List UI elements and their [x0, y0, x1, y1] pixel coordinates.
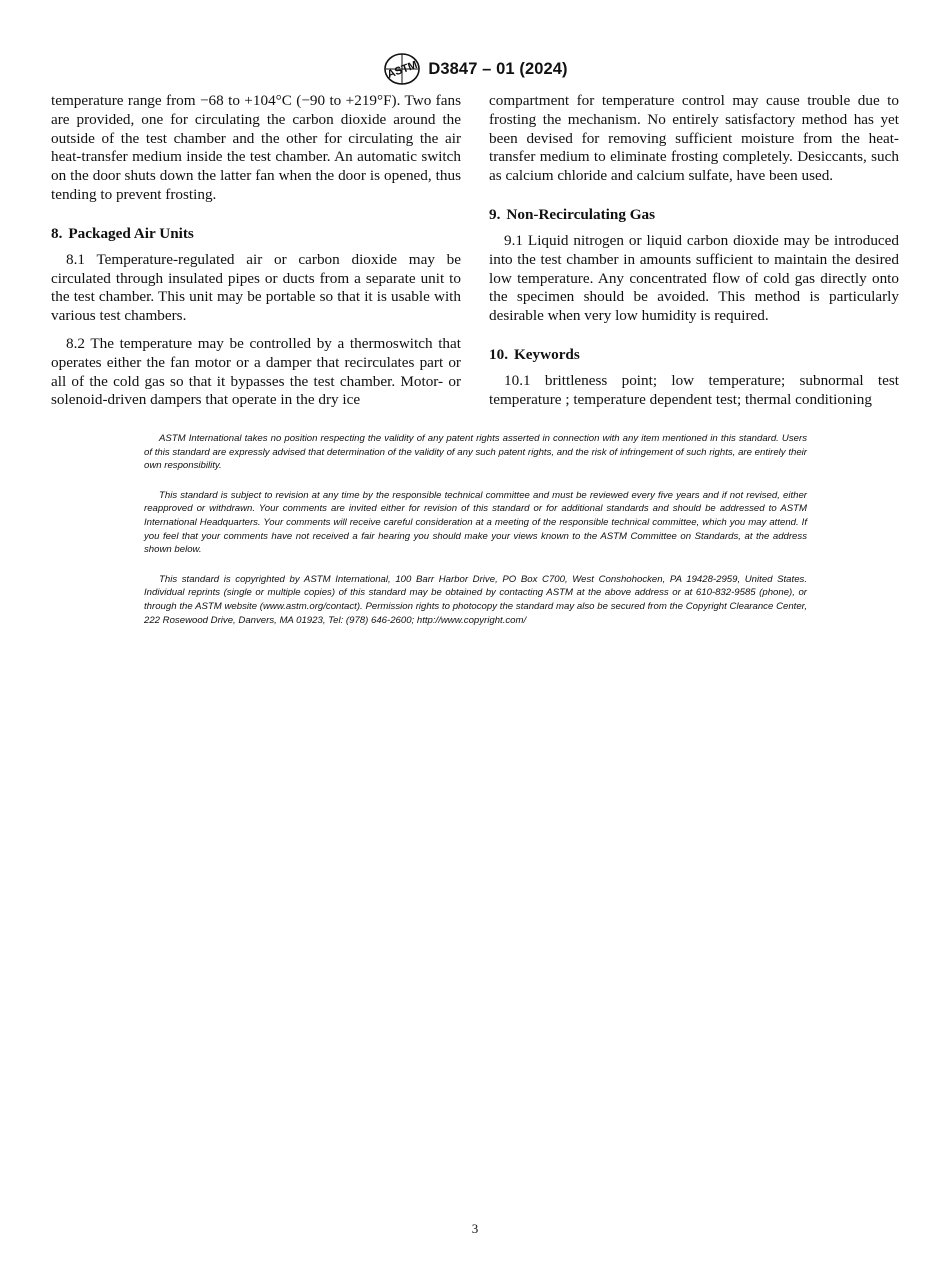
section-heading-10: 10. Keywords [489, 345, 580, 363]
patent-notice: ASTM International takes no position respecting the validity of any patent rights asserted in connection with any item mentioned in this standard. Users of this standard are expressly advised that determination of the validity of any such patent rights, and the risk of infringement of such rights, are entirely their own responsibility. [144, 433, 807, 472]
document-designation: D3847 – 01 (2024) [428, 59, 568, 78]
continued-paragraph: compartment for temperature control may cause trouble due to frosting the mechanism. No entirely satisfactory method has yet been devised for removing sufficient moisture from the heat-transfer medium to eliminate frosting completely. Desiccants, such as calcium chloride and calcium sulfate, have been used. [489, 92, 899, 185]
svg-text:ASTM: ASTM [385, 58, 420, 81]
legal-notices [144, 432, 807, 643]
paragraph-8-2: 8.2 The temperature may be controlled by a thermoswitch that operates either the fan motor or a damper that recirculates part or all of the cold gas so that it bypasses the test chamber. Motor- or solenoid-driven dampers that operate in the dry ice [51, 334, 461, 409]
paragraph-9-1: 9.1 Liquid nitrogen or liquid carbon dioxide may be introduced into the test chamber in amounts sufficient to maintain the desired low temperature. Any concentrated flow of cold gas directly onto the specimen should be avoided. This method is particularly desirable when very low humidity is required. [489, 231, 899, 325]
right-column [489, 92, 899, 410]
revision-notice: This standard is subject to revision at any time by the responsible technical committee and must be reviewed every five years and if not revised, either reapproved or withdrawn. Your comments are invited either for revision of this standard or for additional standards and should be addressed to ASTM International Headquarters. Your comments will receive careful consideration at a meeting of the responsible technical committee, which you may attend. If you feel that your comments have not received a fair hearing you should make your views known to the ASTM Committee on Standards, at the address shown below. [144, 489, 807, 556]
paragraph-8-1: 8.1 Temperature-regulated air or carbon dioxide may be circulated through insulated pipes or ducts from a separate unit to the test chamber. This unit may be portable so that it is usable with various test chambers. [51, 250, 461, 325]
page-number: 3 [471, 1221, 479, 1236]
section-heading-9: 9. Non-Recirculating Gas [489, 205, 656, 223]
continued-paragraph: temperature range from −68 to +104°C (−90 to +219°F). Two fans are provided, one for circulating the carbon dioxide around the outside of the test chamber and the other for circulating the air heat-transfer medium inside the test chamber. An automatic switch on the door shuts down the latter fan when the door is opened, thus tending to prevent frosting. [51, 92, 461, 203]
astm-logo-icon [382, 52, 422, 86]
left-column [51, 92, 461, 410]
paragraph-10-1: 10.1 brittleness point; low temperature; subnormal test temperature ; temperature dependent test; thermal conditioning [489, 371, 899, 408]
page-header [0, 52, 950, 86]
section-heading-8: 8. Packaged Air Units [51, 224, 194, 242]
copyright-notice: This standard is copyrighted by ASTM International, 100 Barr Harbor Drive, PO Box C700, West Conshohocken, PA 19428-2959, United States. Individual reprints (single or multiple copies) of this standard may be obtained by contacting ASTM at the above address or at 610-832-9585 (phone), or through the ASTM website (www.astm.org/contact). Permission rights to photocopy the standard may also be secured from the Copyright Clearance Center, 222 Rosewood Drive, Danvers, MA 01923, Tel: (978) 646-2600; http://www.copyright.com/ [144, 573, 807, 626]
